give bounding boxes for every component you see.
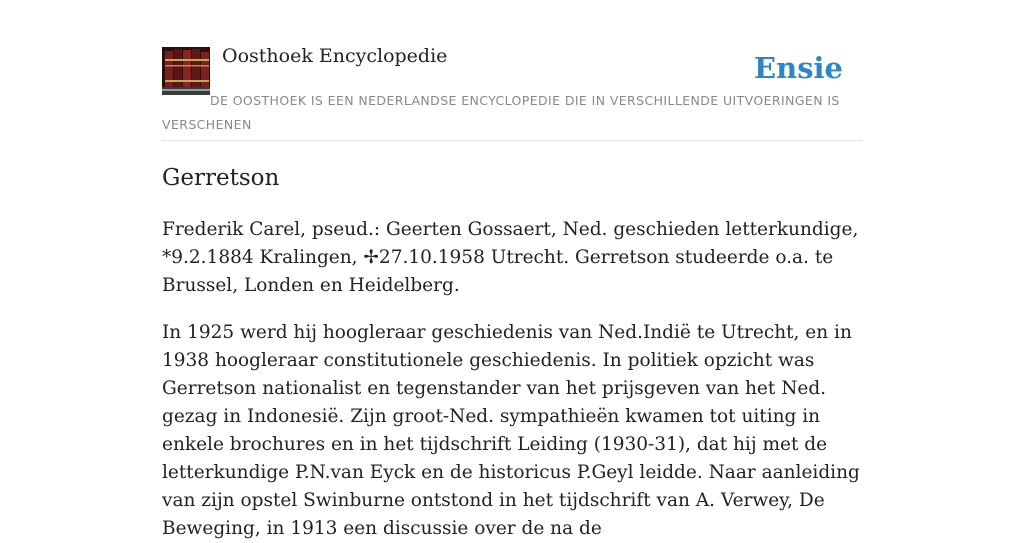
site-header bbox=[162, 0, 862, 141]
article bbox=[162, 160, 862, 543]
article-paragraph: Frederik Carel, pseud.: Geerten Gossaert, Ned. geschieden letterkundige, *9.2.1884 Kralingen, ✢27.10.1958 Utrecht. Gerretson studeerde o.a. te Brussel, Londen en Heidelberg. bbox=[162, 219, 859, 296]
brand-logo[interactable]: Ensie bbox=[754, 51, 843, 85]
site-tagline: DE OOSTHOEK IS EEN NEDERLANDSE ENCYCLOPEDIE DIE IN VERSCHILLENDE UITVOERINGEN IS VERSCHENEN bbox=[162, 93, 840, 132]
article-title: Gerretson bbox=[162, 165, 280, 191]
encyclopedia-books-icon[interactable] bbox=[162, 47, 210, 95]
article-paragraph: In 1925 werd hij hoogleraar geschiedenis van Ned.Indië te Utrecht, en in 1938 hoogleraar constitutionele geschiedenis. In politiek opzicht was Gerretson nationalist en tegenstander van het prijsgeven van het Ned. gezag in Indonesië. Zijn groot-Ned. sympathieën kwamen tot uiting in enkele brochures en in het tijdschrift Leiding (1930-31), dat hij met de letterkundige P.N.van Eyck en de historicus P.Geyl leidde. Naar aanleiding van zijn opstel Swinburne ontstond in het tijdschrift van A. Verwey, De Beweging, in 1913 een discussie over de na de bbox=[162, 322, 860, 539]
site-name[interactable]: Oosthoek Encyclopedie bbox=[222, 45, 448, 67]
